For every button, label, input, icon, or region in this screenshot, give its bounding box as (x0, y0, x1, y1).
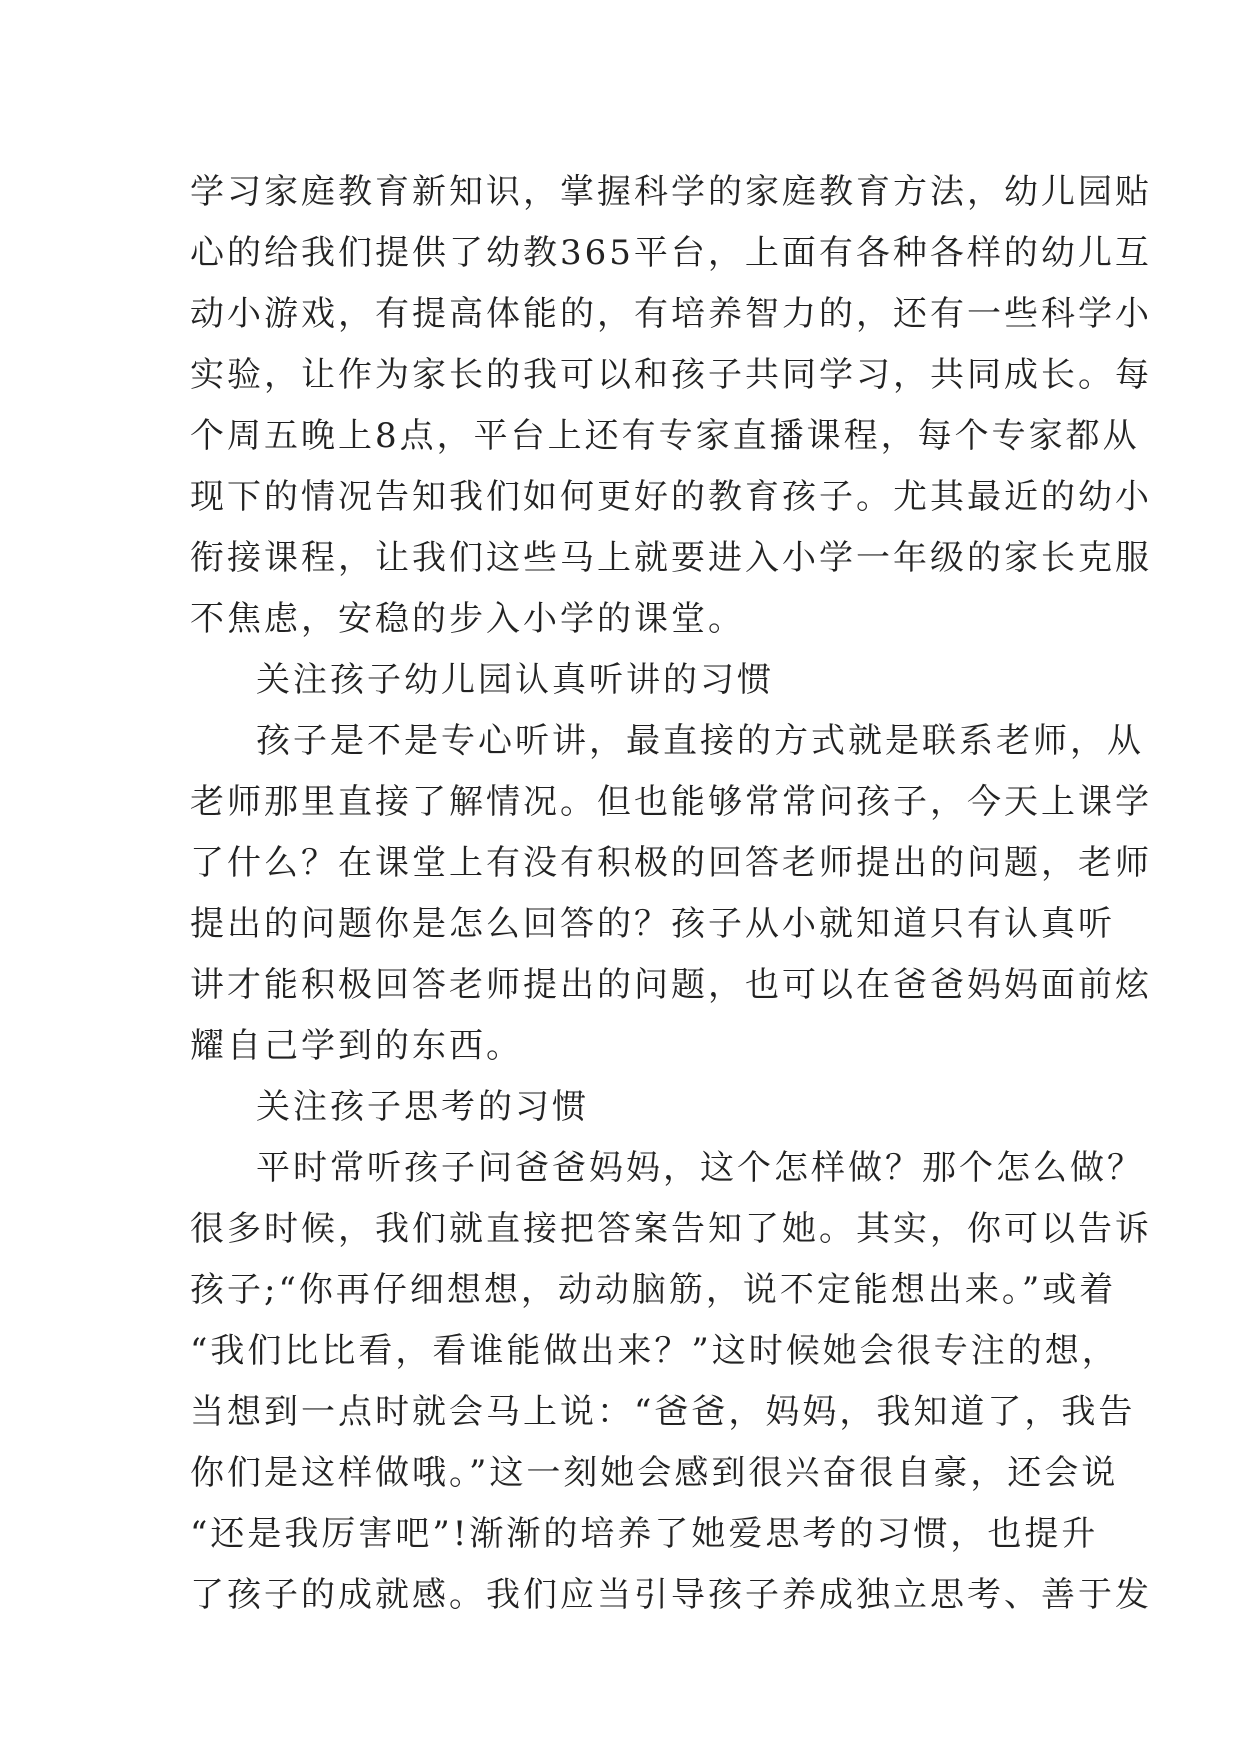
text-line: 老师那里直接了解情况。但也能够常常问孩子，今天上课学 (190, 782, 1152, 822)
text-line: 实验，让作为家长的我可以和孩子共同学习，共同成长。每 (190, 355, 1152, 395)
text-line: 当想到一点时就会马上说：“爸爸，妈妈，我知道了，我告 (190, 1392, 1136, 1432)
text-line: 不焦虑，安稳的步入小学的课堂。 (190, 599, 745, 639)
text-line: 很多时候，我们就直接把答案告知了她。其实，你可以告诉 (190, 1209, 1152, 1249)
text-line: 动小游戏，有提高体能的，有培养智力的，还有一些科学小 (190, 294, 1152, 334)
section-heading: 关注孩子思考的习惯 (256, 1087, 589, 1127)
text-line: 个周五晚上8点，平台上还有专家直播课程，每个专家都从 (190, 416, 1140, 456)
paragraph-first-line: 平时常听孩子问爸爸妈妈，这个怎样做？那个怎么做？ (256, 1148, 1144, 1188)
text-line: 心的给我们提供了幼教365平台，上面有各种各样的幼儿互 (190, 233, 1152, 273)
text-line: 现下的情况告知我们如何更好的教育孩子。尤其最近的幼小 (190, 477, 1152, 517)
text-line: 学习家庭教育新知识，掌握科学的家庭教育方法，幼儿园贴 (190, 172, 1152, 212)
text-line: 讲才能积极回答老师提出的问题，也可以在爸爸妈妈面前炫 (190, 965, 1152, 1005)
section-heading: 关注孩子幼儿园认真听讲的习惯 (256, 660, 774, 700)
document-body (190, 162, 1152, 1626)
text-line: 了什么？在课堂上有没有积极的回答老师提出的问题，老师 (190, 843, 1152, 883)
text-line: 孩子;“你再仔细想想，动动脑筋，说不定能想出来。”或着 (190, 1270, 1117, 1310)
text-line: 了孩子的成就感。我们应当引导孩子养成独立思考、善于发 (190, 1575, 1152, 1615)
paragraph-first-line: 孩子是不是专心听讲，最直接的方式就是联系老师，从 (256, 721, 1144, 761)
text-line: 衔接课程，让我们这些马上就要进入小学一年级的家长克服 (190, 538, 1152, 578)
text-line: 耀自己学到的东西。 (190, 1026, 523, 1066)
text-line: 你们是这样做哦。”这一刻她会感到很兴奋很自豪，还会说 (190, 1453, 1119, 1493)
text-line: 提出的问题你是怎么回答的？孩子从小就知道只有认真听 (190, 904, 1115, 944)
text-line: “还是我厉害吧”!渐渐的培养了她爱思考的习惯，也提升 (190, 1514, 1099, 1554)
text-line: “我们比比看，看谁能做出来？”这时候她会很专注的想， (190, 1331, 1119, 1371)
